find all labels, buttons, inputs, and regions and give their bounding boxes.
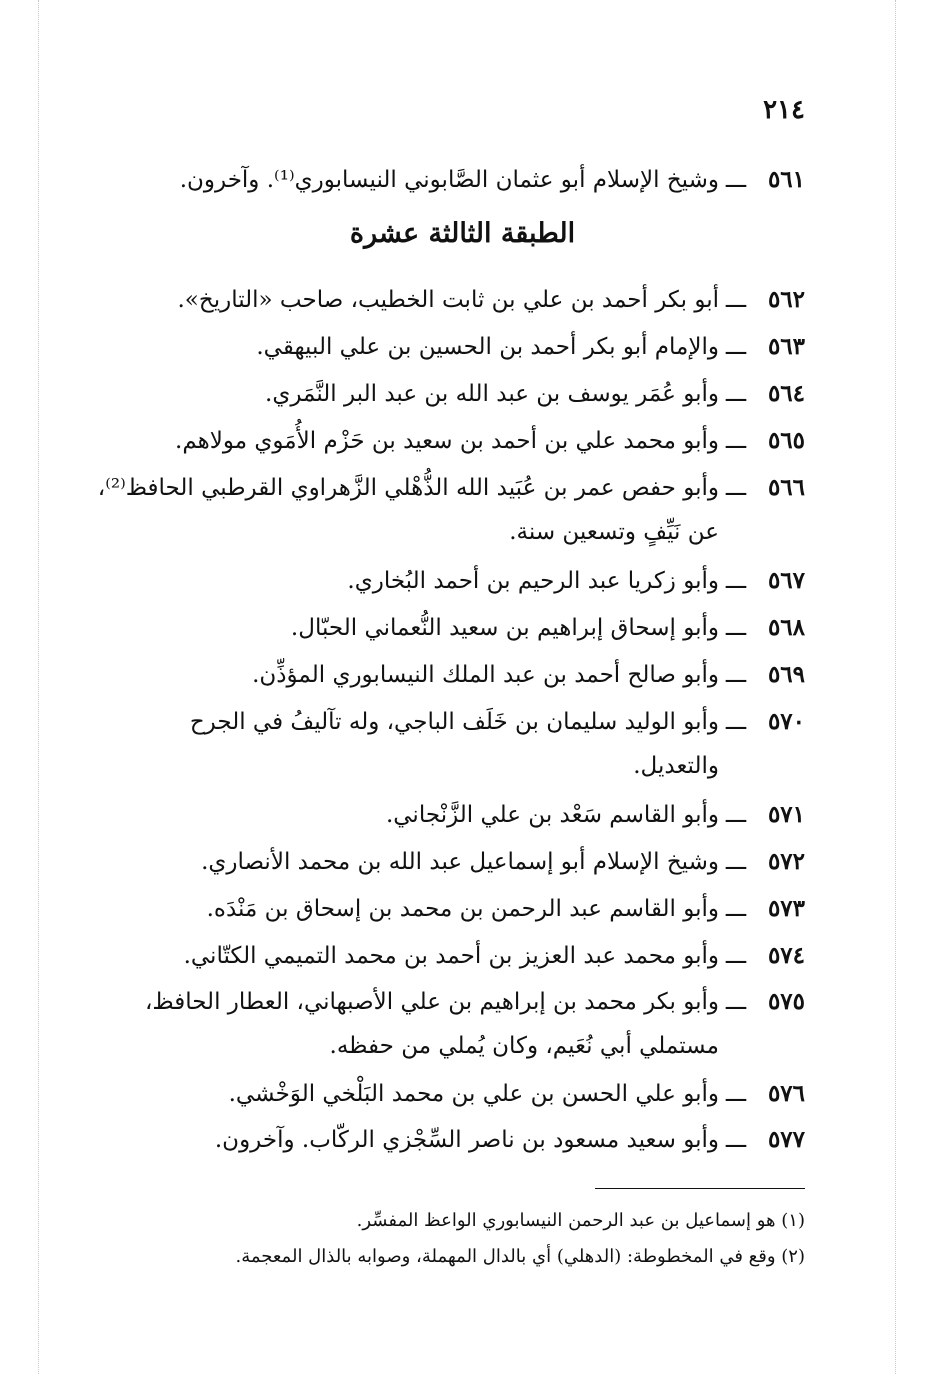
entry-text: وشيخ الإسلام أبو إسماعيل عبد الله بن محمد الأنصاري.	[201, 849, 719, 875]
entry-dash: ـــ	[725, 709, 747, 735]
entry-number: ٥٦٩	[767, 661, 805, 688]
entry-number: ٥٧٠	[767, 708, 805, 735]
entry-dash: ـــ	[725, 615, 747, 641]
entry-number: ٥٧٥	[767, 988, 805, 1015]
entry-number: ٥٧٢	[767, 848, 805, 875]
entry-text: أبو بكر أحمد بن علي بن ثابت الخطيب، صاحب «التاريخ».	[177, 287, 719, 313]
entry-574	[105, 934, 805, 978]
entry-text: وأبو بكر محمد بن إبراهيم بن علي الأصبهاني، العطار الحافظ،	[144, 989, 719, 1015]
entry-text: وأبو علي الحسن بن علي بن محمد البَلْخي الوَخْشي.	[228, 1081, 719, 1107]
entry-570	[105, 700, 805, 779]
entry-text: وأبو صالح أحمد بن عبد الملك النيسابوري المؤذِّن.	[252, 662, 719, 688]
entry-565	[105, 419, 805, 463]
entry-561	[105, 158, 805, 202]
entry-text: وأبو القاسم عبد الرحمن بن محمد بن إسحاق بن مَنْدَه.	[206, 896, 719, 922]
entry-number: ٥٦٢	[767, 286, 805, 313]
entry-number: ٥٧٣	[767, 895, 805, 922]
entry-dash: ـــ	[725, 167, 747, 193]
entry-dash: ـــ	[725, 849, 747, 875]
entry-563	[105, 325, 805, 369]
entry-569	[105, 653, 805, 697]
entry-dash: ـــ	[725, 1127, 747, 1153]
entry-573	[105, 887, 805, 931]
entry-text: وأبو الوليد سليمان بن خَلَف الباجي، وله تآليفُ في الجرح	[189, 709, 719, 735]
entry-text: وأبو حفص عمر بن عُبَيد الله الذُّهْلي الزَّهراوي القرطبي الحافظ⁽²⁾،	[97, 475, 719, 501]
entry-566	[97, 466, 805, 545]
entry-text: والإمام أبو بكر أحمد بن الحسين بن علي البيهقي.	[256, 334, 719, 360]
footnote-1	[105, 1204, 805, 1238]
entry-575	[105, 980, 805, 1059]
entry-dash: ـــ	[725, 802, 747, 828]
entry-text: وأبو القاسم سَعْد بن علي الزَّنْجاني.	[385, 802, 719, 828]
entry-text: وأبو إسحاق إبراهيم بن سعيد النُّعماني الحبّال.	[290, 615, 719, 641]
entry-number: ٥٧١	[767, 801, 805, 828]
entry-number: ٥٧٤	[767, 942, 805, 969]
entry-number: ٥٧٧	[767, 1126, 805, 1153]
entry-text: وشيخ الإسلام أبو عثمان الصَّابوني النيسابوري⁽¹⁾. وآخرون.	[179, 167, 719, 193]
entry-text: وأبو عُمَر يوسف بن عبد الله بن عبد البر النَّمَري.	[265, 381, 719, 407]
entry-text: وأبو سعيد مسعود بن ناصر السِّجْزي الركّاب. وآخرون.	[214, 1127, 719, 1153]
entry-continuation: عن نَيِّفٍ وتسعين سنة.	[509, 519, 719, 545]
margin-dotted-line-left	[38, 0, 39, 1374]
entry-577	[105, 1118, 805, 1162]
entry-dash: ـــ	[725, 287, 747, 313]
entry-dash: ـــ	[725, 381, 747, 407]
entry-number: ٥٧٦	[767, 1080, 805, 1107]
footnote-text: هو إسماعيل بن عبد الرحمن النيسابوري الواعظ المفسِّر.	[356, 1210, 776, 1231]
entry-number: ٥٦٤	[767, 380, 805, 407]
entry-567	[105, 559, 805, 603]
entry-continuation: مستملي أبي نُعَيم، وكان يُملي من حفظه.	[329, 1033, 719, 1059]
entry-number: ٥٦٦	[767, 474, 805, 501]
entry-dash: ـــ	[725, 475, 747, 501]
entry-number: ٥٦٣	[767, 333, 805, 360]
entry-568	[105, 606, 805, 650]
entry-dash: ـــ	[725, 334, 747, 360]
footnote-2	[105, 1240, 805, 1274]
entry-number: ٥٦٥	[767, 427, 805, 454]
footnote-marker: (١)	[781, 1210, 805, 1231]
entry-text: وأبو محمد عبد العزيز بن أحمد بن محمد التميمي الكتّاني.	[183, 943, 719, 969]
footnote-text: وقع في المخطوطة: (الدهلي) أي بالدال المهملة، وصوابه بالذال المعجمة.	[235, 1246, 776, 1267]
footnote-marker: (٢)	[781, 1246, 805, 1267]
entry-576	[105, 1072, 805, 1116]
section-heading: الطبقة الثالثة عشرة	[349, 218, 576, 249]
entry-dash: ـــ	[725, 568, 747, 594]
entry-text: وأبو محمد علي بن أحمد بن سعيد بن حَزْم الأُمَوي مولاهم.	[175, 428, 719, 454]
entry-564	[105, 372, 805, 416]
entry-dash: ـــ	[725, 428, 747, 454]
entry-dash: ـــ	[725, 943, 747, 969]
entry-number: ٥٦٧	[767, 567, 805, 594]
entry-571	[105, 793, 805, 837]
entry-text: وأبو زكريا عبد الرحيم بن أحمد البُخاري.	[347, 568, 719, 594]
entry-dash: ـــ	[725, 989, 747, 1015]
entry-number: ٥٦١	[767, 166, 805, 193]
entry-dash: ـــ	[725, 896, 747, 922]
margin-dotted-line-right	[895, 0, 896, 1374]
entry-572	[105, 840, 805, 884]
entry-dash: ـــ	[725, 662, 747, 688]
entry-number: ٥٦٨	[767, 614, 805, 641]
page-number: ٢١٤	[763, 95, 805, 125]
entry-dash: ـــ	[725, 1081, 747, 1107]
entry-562	[105, 278, 805, 322]
entry-continuation: والتعديل.	[633, 753, 719, 779]
footnote-separator	[595, 1188, 805, 1189]
